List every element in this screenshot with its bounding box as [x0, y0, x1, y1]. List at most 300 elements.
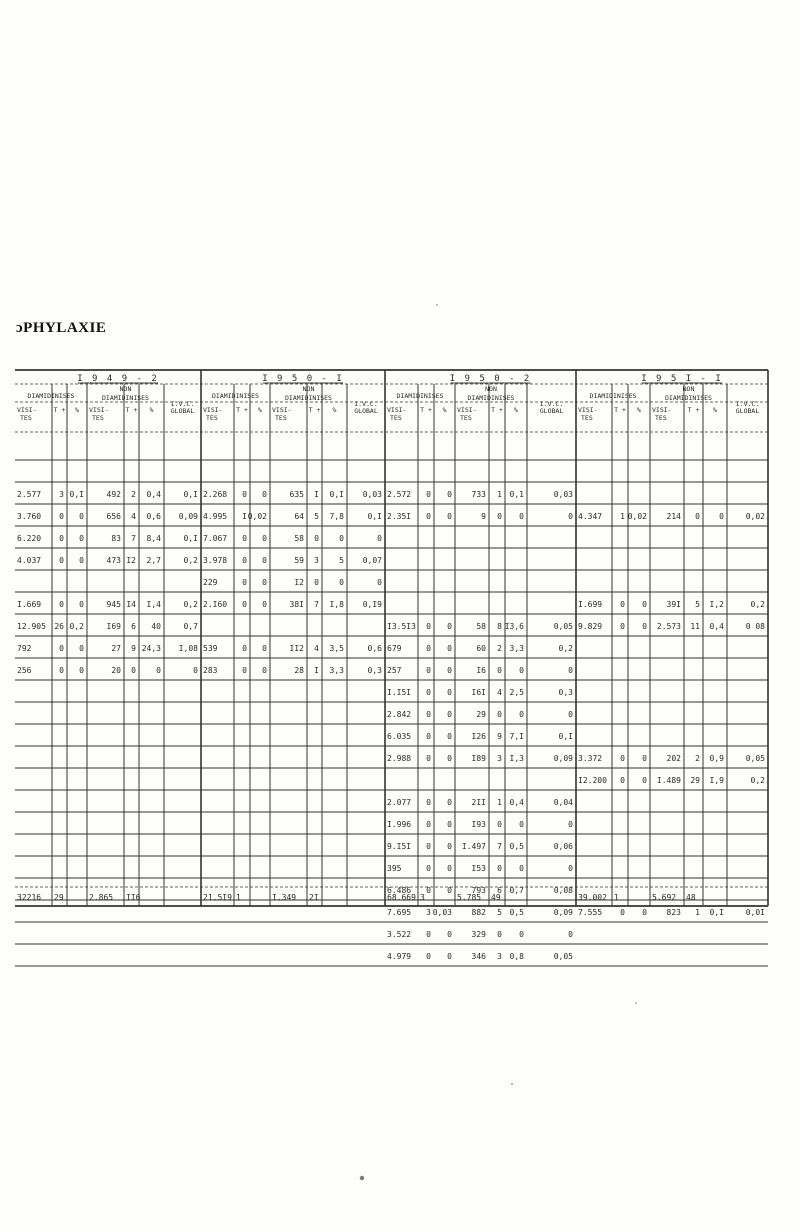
table-cell: 0,I	[558, 732, 573, 741]
table-cell: I4	[126, 600, 136, 609]
table-cell: 7,8	[329, 512, 344, 521]
table-cell: 0,8	[509, 952, 524, 961]
table-cell: 9	[131, 644, 136, 653]
table-cell: 0,7	[183, 622, 198, 631]
table-cell: 0	[519, 820, 524, 829]
table-cell: 2.077	[387, 798, 412, 807]
table-cell: I2.200	[578, 776, 607, 785]
table-cell: 29	[476, 710, 486, 719]
table-cell: 2II	[471, 798, 486, 807]
ivc-header: GLOBAL	[539, 407, 564, 415]
paper-speck	[511, 1083, 513, 1085]
table-cell: 0	[426, 842, 431, 851]
table-cell: 0	[447, 622, 452, 631]
table-cell: 0,4	[709, 622, 724, 631]
table-cell: 3	[497, 754, 502, 763]
table-cell: 4.995	[203, 512, 228, 521]
totals-cell: 32216	[17, 893, 42, 902]
table-cell: 60	[476, 644, 486, 653]
table-cell: 492	[106, 490, 121, 499]
table-cell: 656	[106, 512, 121, 521]
table-cell: 0	[447, 754, 452, 763]
table-cell: 0	[642, 908, 647, 917]
table-cell: 58	[294, 534, 304, 543]
table-cell: 0	[262, 666, 267, 675]
pct-header: %	[332, 406, 337, 414]
table-cell: 0	[447, 930, 452, 939]
table-cell: 7,I	[509, 732, 524, 741]
t-header: T +	[614, 406, 626, 414]
period-heading: I 9 4 9 - 2	[77, 374, 159, 384]
table-cell: 6.035	[387, 732, 412, 741]
table-cell: 4	[497, 688, 502, 697]
totals-cell: 48	[686, 893, 696, 902]
table-cell: 0	[447, 732, 452, 741]
diamidinises-header: DIAMIDINISES	[589, 392, 637, 400]
table-cell: 0	[339, 578, 344, 587]
table-cell: 0,4	[146, 490, 161, 499]
table-cell: 7.555	[578, 908, 603, 917]
table-cell: 0,02	[745, 512, 765, 521]
table-cell: 5	[314, 512, 319, 521]
visites-header: TES	[275, 414, 287, 422]
table-cell: 0,05	[553, 952, 573, 961]
table-cell: 0	[568, 864, 573, 873]
diamidinises-header: DIAMIDINISES	[396, 392, 444, 400]
totals-cell: 68.669	[387, 893, 416, 902]
visites-header: VISI-	[89, 406, 109, 414]
visites-header: VISI-	[652, 406, 672, 414]
non-diamidinises-header: DIAMIDINISES	[665, 394, 712, 402]
table-cell: 0	[426, 952, 431, 961]
table-cell: I,9	[709, 776, 724, 785]
pct-header: %	[637, 406, 641, 414]
table-cell: 24,3	[141, 644, 161, 653]
table-cell: 0	[242, 534, 247, 543]
table-cell: 346	[471, 952, 486, 961]
table-cell: 0	[131, 666, 136, 675]
table-cell: 0,05	[553, 622, 573, 631]
table-cell: 83	[111, 534, 121, 543]
table-cell: 1	[497, 490, 502, 499]
table-cell: 0	[447, 710, 452, 719]
t-header: T +	[420, 406, 432, 414]
ivc-header: GLOBAL	[735, 407, 760, 415]
table-cell: 0,2	[69, 622, 84, 631]
totals-cell: II6	[126, 893, 141, 902]
table-cell: I26	[471, 732, 486, 741]
table-cell: 4.979	[387, 952, 412, 961]
totals-cell: 5.692	[652, 893, 677, 902]
table-cell: 0	[262, 534, 267, 543]
table-cell: 3	[426, 908, 431, 917]
table-cell: 202	[666, 754, 681, 763]
table-cell: 2.572	[387, 490, 412, 499]
table-cell: 679	[387, 644, 402, 653]
table-cell: 0	[568, 710, 573, 719]
table-cell: 27	[111, 644, 121, 653]
t-header: T +	[491, 406, 503, 414]
table-cell: I53	[471, 864, 486, 873]
table-cell: 0	[519, 930, 524, 939]
table-cell: 3	[314, 556, 319, 565]
table-cell: 0,3	[367, 666, 382, 675]
table-cell: 0	[519, 710, 524, 719]
table-cell: 0,09	[553, 908, 573, 917]
table-cell: 0,2	[750, 776, 765, 785]
table-cell: 2.573	[656, 622, 681, 631]
totals-cell: 29	[54, 893, 64, 902]
visites-header: VISI-	[17, 406, 37, 414]
table-cell: 29	[690, 776, 700, 785]
table-cell: 6.220	[17, 534, 42, 543]
table-cell: 0	[242, 556, 247, 565]
table-cell: 3	[497, 952, 502, 961]
table-cell: 0,6	[367, 644, 382, 653]
table-cell: 0	[447, 952, 452, 961]
table-cell: 0,09	[553, 754, 573, 763]
t-header: T +	[125, 406, 138, 414]
table-cell: 0	[426, 732, 431, 741]
pct-header: %	[442, 406, 447, 414]
table-cell: 0,2	[558, 644, 573, 653]
table-cell: 0	[242, 490, 247, 499]
visites-header: TES	[581, 414, 593, 422]
visites-header: TES	[655, 414, 667, 422]
table-cell: 40	[151, 622, 161, 631]
table-cell: I	[242, 512, 247, 521]
pct-header: %	[258, 406, 262, 414]
table-cell: 0	[447, 666, 452, 675]
table-cell: 0	[568, 930, 573, 939]
table-cell: 0	[59, 666, 64, 675]
table-cell: 0	[447, 644, 452, 653]
visites-header: TES	[206, 414, 218, 422]
table-cell: 20	[111, 666, 121, 675]
table-cell: 0	[262, 578, 267, 587]
table-cell: 3,3	[329, 666, 344, 675]
table-cell: I.669	[17, 600, 42, 609]
table-cell: 11	[690, 622, 700, 631]
table-cell: 0	[426, 864, 431, 873]
ivc-header: I.V.C.	[735, 400, 760, 408]
table-cell: 9	[481, 512, 486, 521]
table-cell: 7	[131, 534, 136, 543]
ivc-header: GLOBAL	[170, 407, 195, 415]
table-cell: 7.067	[203, 534, 228, 543]
totals-cell: 49	[491, 893, 501, 902]
visites-header: VISI-	[272, 406, 292, 414]
table-cell: 0	[262, 490, 267, 499]
table-cell: 733	[471, 490, 486, 499]
table-cell: 0,1	[509, 490, 524, 499]
table-cell: 283	[203, 666, 218, 675]
table-cell: 0,I	[69, 490, 84, 499]
table-cell: 0,06	[553, 842, 573, 851]
table-cell: 7	[497, 842, 502, 851]
table-cell: 0	[719, 512, 724, 521]
table-cell: 0,02	[247, 512, 267, 521]
table-cell: 0	[426, 820, 431, 829]
diamidinises-header: DIAMIDINISES	[27, 392, 75, 400]
table-cell: 0,5	[509, 908, 524, 917]
visites-header: TES	[390, 414, 402, 422]
table-cell: 6	[497, 886, 502, 895]
table-cell: I6I	[471, 688, 486, 697]
table-cell: 0	[447, 490, 452, 499]
table-cell: 0,05	[745, 754, 765, 763]
table-cell: 0	[447, 886, 452, 895]
table-cell: I,08	[178, 644, 198, 653]
table-cell: 3,5	[329, 644, 344, 653]
table-cell: 0	[426, 710, 431, 719]
table-cell: 0	[620, 908, 625, 917]
table-cell: 3,3	[509, 644, 524, 653]
table-cell: 0	[426, 512, 431, 521]
table-cell: 0,I	[329, 490, 344, 499]
table-cell: 0	[193, 666, 198, 675]
visites-header: VISI-	[457, 406, 477, 414]
table-cell: I.489	[656, 776, 681, 785]
table-cell: I,8	[329, 600, 344, 609]
table-cell: 0,03	[553, 490, 573, 499]
table-cell: 39I	[666, 600, 681, 609]
table-cell: 395	[387, 864, 402, 873]
table-cell: 0	[156, 666, 161, 675]
table-cell: 0,09	[178, 512, 198, 521]
table-cell: 28	[294, 666, 304, 675]
table-cell: 0,03	[362, 490, 382, 499]
table-cell: 0,03	[432, 908, 452, 917]
table-cell: 0	[426, 666, 431, 675]
table-cell: 256	[17, 666, 32, 675]
table-cell: 0	[642, 600, 647, 609]
table-cell: 0,I	[183, 534, 198, 543]
table-cell: 9.I5I	[387, 842, 412, 851]
table-cell: I93	[471, 820, 486, 829]
table-cell: 0	[262, 600, 267, 609]
table-cell: 823	[666, 908, 681, 917]
table-cell: 2	[131, 490, 136, 499]
table-cell: 2	[497, 644, 502, 653]
table-cell: 0	[79, 666, 84, 675]
pct-header: %	[149, 406, 154, 414]
table-cell: 0	[262, 556, 267, 565]
table-cell: 0	[426, 798, 431, 807]
table-cell: I,2	[709, 600, 724, 609]
table-cell: 64	[294, 512, 304, 521]
table-cell: 0	[377, 534, 382, 543]
table-cell: 2,7	[146, 556, 161, 565]
non-header: NON	[682, 385, 695, 393]
table-cell: 0	[314, 534, 319, 543]
table-cell: 0 08	[745, 622, 765, 631]
table-cell: 257	[387, 666, 402, 675]
table-cell: 0	[519, 666, 524, 675]
table-cell: 792	[17, 644, 32, 653]
table-cell: 0,08	[553, 886, 573, 895]
table-cell: 2,5	[509, 688, 524, 697]
table-cell: 0	[620, 754, 625, 763]
table-cell: 0	[497, 820, 502, 829]
table-cell: 3.522	[387, 930, 412, 939]
table-cell: 0,0I	[745, 908, 765, 917]
table-cell: 4	[131, 512, 136, 521]
visites-header: VISI-	[578, 406, 598, 414]
table-cell: I,4	[146, 600, 161, 609]
pct-header: %	[713, 406, 717, 414]
table-cell: 0,2	[183, 600, 198, 609]
table-cell: 0	[242, 644, 247, 653]
table-cell: 8,4	[146, 534, 161, 543]
table-cell: 0	[620, 622, 625, 631]
table-cell: 229	[203, 578, 218, 587]
table-cell: 0	[568, 820, 573, 829]
table-cell: 2.988	[387, 754, 412, 763]
table-cell: I6	[476, 666, 486, 675]
table-cell: 0	[620, 776, 625, 785]
table-cell: 3.372	[578, 754, 603, 763]
paper-speck	[436, 304, 438, 306]
table-cell: 1	[695, 908, 700, 917]
table-cell: 4.347	[578, 512, 603, 521]
table-cell: 3.978	[203, 556, 228, 565]
table-cell: II2	[289, 644, 304, 653]
table-cell: 0,6	[146, 512, 161, 521]
table-cell: 0	[79, 556, 84, 565]
table-cell: I2	[294, 578, 304, 587]
table-cell: 0,2	[750, 600, 765, 609]
table-cell: 0	[447, 820, 452, 829]
table-cell: 0	[447, 688, 452, 697]
diamidinises-header: DIAMIDINISES	[212, 392, 259, 400]
table-cell: 7.695	[387, 908, 412, 917]
table-cell: 0	[242, 578, 247, 587]
table-cell: 0	[59, 644, 64, 653]
table-cell: 1	[620, 512, 625, 521]
table-cell: 0	[426, 930, 431, 939]
table-cell: 0	[79, 534, 84, 543]
table-cell: 0	[642, 622, 647, 631]
table-cell: 0,7	[509, 886, 524, 895]
table-cell: 3.760	[17, 512, 42, 521]
t-header: T +	[687, 406, 700, 414]
visites-header: TES	[460, 414, 472, 422]
visites-header: VISI-	[387, 406, 407, 414]
visites-header: TES	[20, 414, 32, 422]
period-heading: I 9 5 0 - 2	[449, 374, 532, 384]
table-cell: 12.905	[17, 622, 46, 631]
table-cell: 0	[497, 512, 502, 521]
totals-cell: 21.5I9	[203, 893, 232, 902]
page-heading: ɔPHYLAXIE	[16, 320, 107, 336]
table-cell: 5	[497, 908, 502, 917]
table-cell: 0	[79, 644, 84, 653]
table-cell: 0	[519, 864, 524, 873]
table-cell: 0	[426, 886, 431, 895]
table-cell: 59	[294, 556, 304, 565]
table-cell: I3.5I3	[387, 622, 416, 631]
ivc-header: GLOBAL	[354, 407, 378, 415]
table-cell: I2	[126, 556, 136, 565]
table-cell: 0	[568, 666, 573, 675]
totals-cell: 2.865	[89, 893, 114, 902]
table-cell: 0	[242, 600, 247, 609]
ivc-header: I.V.C.	[354, 400, 378, 408]
totals-cell: 1	[614, 893, 619, 902]
table-cell: 6	[131, 622, 136, 631]
table-cell: 0,04	[553, 798, 573, 807]
table-cell: 58	[476, 622, 486, 631]
table-cell: 5	[339, 556, 344, 565]
table-cell: 0	[447, 842, 452, 851]
table-cell: 0	[59, 556, 64, 565]
table-cell: 0	[79, 600, 84, 609]
table-cell: I.996	[387, 820, 412, 829]
table-cell: 4	[314, 644, 319, 653]
table-cell: 793	[471, 886, 486, 895]
table-cell: 2.842	[387, 710, 412, 719]
ivc-header: I.V.C.	[539, 400, 564, 408]
totals-cell: 3	[420, 893, 425, 902]
visites-header: VISI-	[203, 406, 223, 414]
table-cell: 0	[568, 512, 573, 521]
table-cell: 0	[497, 864, 502, 873]
table-cell: 1	[497, 798, 502, 807]
table-cell: 2.I60	[203, 600, 228, 609]
table-cell: 8	[497, 622, 502, 631]
table-cell: 0	[59, 534, 64, 543]
table-cell: 2.268	[203, 490, 228, 499]
pct-header: %	[75, 406, 79, 414]
table-cell: 539	[203, 644, 218, 653]
table-cell: 6.486	[387, 886, 412, 895]
table-cell: 9	[497, 732, 502, 741]
table-cell: 0	[519, 512, 524, 521]
t-header: T +	[53, 406, 66, 414]
period-heading: I 9 5 0 - I	[262, 374, 344, 384]
table-cell: 0,07	[362, 556, 382, 565]
pct-header: %	[514, 406, 518, 414]
table-cell: I69	[106, 622, 121, 631]
table-cell: 0	[262, 644, 267, 653]
table-cell: 0	[447, 864, 452, 873]
table-cell: 0	[497, 666, 502, 675]
ivc-header: I.V.C.	[170, 400, 195, 408]
non-header: NON	[302, 385, 315, 393]
table-cell: I,3	[509, 754, 524, 763]
t-header: T +	[308, 406, 321, 414]
totals-cell: 1	[236, 893, 241, 902]
table-cell: I	[314, 490, 319, 499]
table-cell: 0	[377, 578, 382, 587]
table-cell: 0	[59, 600, 64, 609]
table-cell: 0	[426, 622, 431, 631]
non-header: NON	[119, 385, 132, 393]
table-cell: 473	[106, 556, 121, 565]
paper-speck	[635, 1002, 637, 1004]
table-cell: 882	[471, 908, 486, 917]
totals-cell: 39.002	[578, 893, 607, 902]
table-cell: 0,I	[183, 490, 198, 499]
non-diamidinises-header: DIAMIDINISES	[467, 394, 515, 402]
table-cell: 0,I	[709, 908, 724, 917]
totals-cell: I.349	[272, 893, 297, 902]
totals-cell: 5.785	[457, 893, 482, 902]
table-cell: 945	[106, 600, 121, 609]
table-cell: 0	[314, 578, 319, 587]
table-cell: 0	[426, 688, 431, 697]
